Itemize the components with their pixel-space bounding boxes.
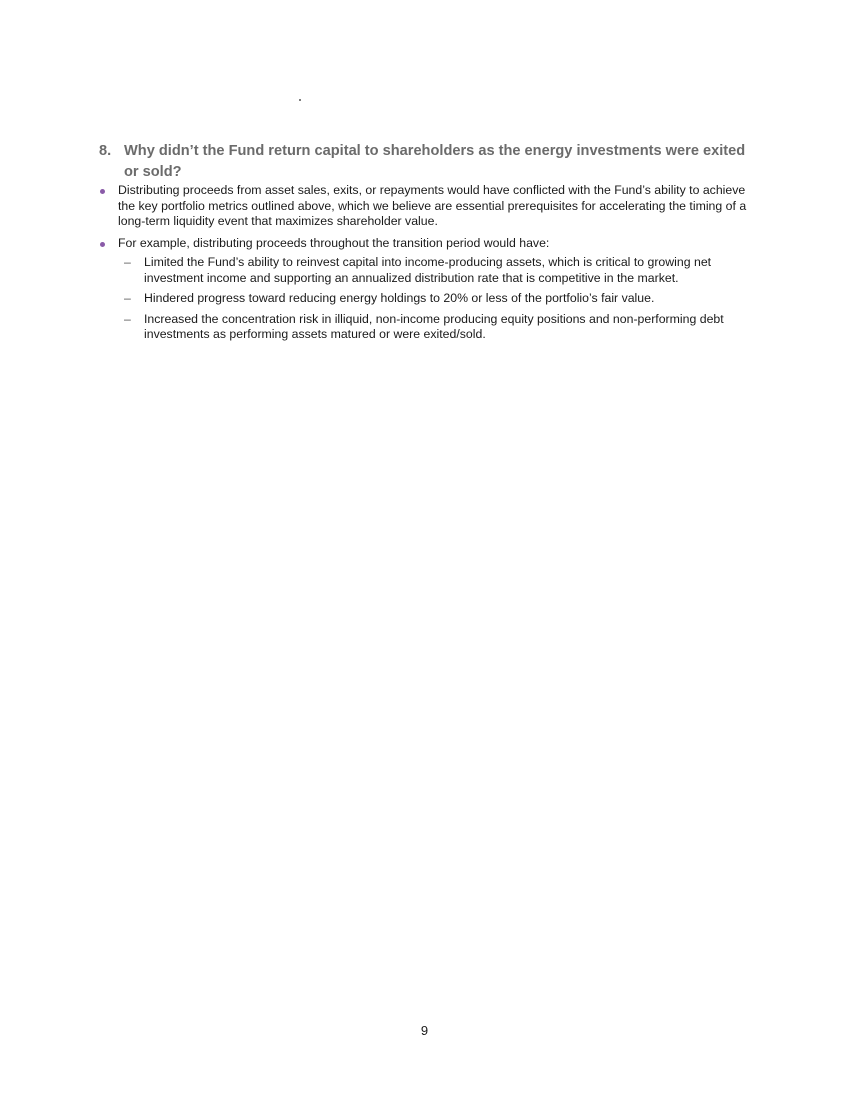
dash-icon: – <box>124 255 131 269</box>
faq-section <box>99 141 749 349</box>
sub-bullet-text: Increased the concentration risk in illiquid, non-income producing equity positions and non-performing debt investments as performing assets matured or were exited/sold. <box>144 311 724 341</box>
sub-bullet-item <box>118 255 749 286</box>
sub-bullet-item <box>118 312 749 343</box>
question-number: 8. <box>99 143 112 159</box>
sub-bullet-item <box>118 291 749 307</box>
bullet-item <box>99 183 749 230</box>
sub-bullet-text: Limited the Fund’s ability to reinvest capital into income-producing assets, which is critical to growing net investment income and supporting an annualized distribution rate that is competitive in the market. <box>144 255 712 285</box>
bullet-dot-icon <box>100 189 105 194</box>
dash-icon: – <box>124 291 131 305</box>
question-text: Why didn’t the Fund return capital to shareholders as the energy investments were exited or sold? <box>124 143 746 180</box>
sub-bullets <box>118 255 749 343</box>
dash-icon: – <box>124 311 131 326</box>
sub-bullet-text: Hindered progress toward reducing energy holdings to 20% or less of the portfolio’s fair value. <box>144 291 655 305</box>
bullet-text: For example, distributing proceeds throughout the transition period would have: <box>118 235 550 250</box>
bullet-dot-icon <box>100 242 105 247</box>
bullet-item <box>99 236 749 343</box>
page-number: 9 <box>420 1023 429 1038</box>
question-heading <box>99 141 749 183</box>
stray-dot <box>299 99 301 101</box>
bullet-text: Distributing proceeds from asset sales, exits, or repayments would have conflicted with the Fund’s ability to achieve the key portfolio metrics outlined above, which we believe are essential prerequisites for accelerating the timing of a long-term liquidity event that maximizes shareholder value. <box>118 183 747 228</box>
answer-bullets <box>99 183 749 343</box>
